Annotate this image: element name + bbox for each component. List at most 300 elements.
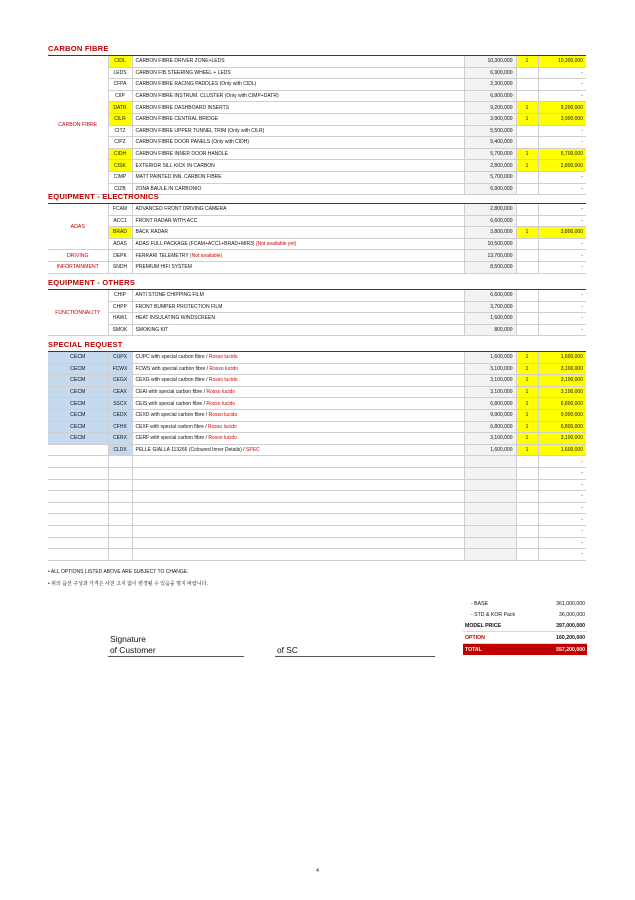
- option-code: FCWX: [108, 363, 132, 375]
- option-code: [108, 491, 132, 503]
- option-description: [132, 433, 464, 445]
- option-description: [132, 125, 464, 137]
- option-description: [132, 250, 464, 262]
- option-description: [132, 421, 464, 433]
- table-row: [48, 537, 586, 549]
- signature-customer-line[interactable]: [108, 656, 244, 657]
- option-description-text: ZONA BAULE IN CARBONIO: [135, 185, 202, 192]
- option-qty: 1: [516, 375, 538, 387]
- option-qty: 1: [516, 148, 538, 160]
- option-qty: [516, 514, 538, 526]
- option-description-text: MATT PAINTED INN. CARBON FIBRE: [135, 174, 222, 181]
- option-description-text: ADAS FULL PACKAGE (FCAM+ACC1+BRAD+MIR3): [135, 241, 256, 248]
- option-price: 3,900,000: [464, 113, 516, 125]
- group-label: CECM: [48, 433, 108, 445]
- option-code: CITZ: [108, 125, 132, 137]
- group-label: [48, 514, 108, 526]
- option-description: [132, 386, 464, 398]
- option-code: DEPK: [108, 250, 132, 262]
- option-description-text: PREMIUM HIFI SYSTEM: [135, 264, 192, 271]
- option-description-text: CARBON FIB.STEERING WHEEL + LEDS: [135, 69, 231, 76]
- option-description: [132, 215, 464, 227]
- table-row: [48, 313, 586, 325]
- table-row: [48, 514, 586, 526]
- special-table: [48, 352, 586, 561]
- option-description-text: CARBON FIBRE DRIVER ZONE+LEDS: [135, 58, 225, 65]
- option-description-text: CEXF with special carbon fibre /: [135, 423, 209, 430]
- option-total: 9,900,000: [538, 409, 586, 421]
- table-row: [48, 363, 586, 375]
- group-label: INFORTAINMENT: [48, 261, 108, 273]
- option-note: Rosso lucido: [208, 377, 238, 384]
- option-total: -: [538, 290, 586, 301]
- group-label: [48, 491, 108, 503]
- option-qty: 1: [516, 227, 538, 239]
- option-total: -: [538, 79, 586, 91]
- option-description: [132, 160, 464, 172]
- table-row: [48, 67, 586, 79]
- option-description: [132, 467, 464, 479]
- option-total: -: [538, 467, 586, 479]
- table-row: [48, 204, 586, 215]
- table-row: [48, 421, 586, 433]
- option-price: 5,700,000: [464, 171, 516, 183]
- option-description-text: CEXD with special carbon fibre /: [135, 412, 209, 419]
- option-code: ACC1: [108, 215, 132, 227]
- section-title: CARBON FIBRE: [48, 44, 586, 56]
- option-qty: [516, 301, 538, 313]
- option-total: -: [538, 537, 586, 549]
- option-price: [464, 525, 516, 537]
- option-code: SMOK: [108, 324, 132, 336]
- option-qty: [516, 137, 538, 149]
- option-description: [132, 290, 464, 301]
- option-price: 1,600,000: [464, 313, 516, 325]
- option-total: -: [538, 250, 586, 262]
- table-row: [48, 409, 586, 421]
- option-description: [132, 444, 464, 456]
- option-note: Rosso lucido: [206, 389, 236, 396]
- group-label: [48, 467, 108, 479]
- option-price: 5,700,000: [464, 148, 516, 160]
- option-note: Rosso lucido: [208, 423, 237, 430]
- table-row: [48, 137, 586, 149]
- option-total: 3,100,000: [538, 433, 586, 445]
- option-description: [132, 549, 464, 561]
- option-price: 3,800,000: [464, 227, 516, 239]
- group-label: CARBON FIBRE: [48, 56, 108, 195]
- option-code: HAW1: [108, 313, 132, 325]
- option-code: CIZB: [108, 183, 132, 195]
- option-total: 9,200,000: [538, 102, 586, 114]
- option-note: Rosso lucido: [209, 365, 239, 372]
- option-description-text: CEXG with special carbon fibre /: [135, 377, 209, 384]
- option-qty: [516, 491, 538, 503]
- table-row: [48, 324, 586, 336]
- option-note: Rosso lucido: [208, 354, 238, 361]
- option-description: [132, 67, 464, 79]
- option-total: -: [538, 549, 586, 561]
- option-qty: 1: [516, 363, 538, 375]
- option-total: -: [538, 514, 586, 526]
- option-price: 1,600,000: [464, 444, 516, 456]
- option-total: -: [538, 479, 586, 491]
- option-price: 1,600,000: [464, 352, 516, 363]
- option-description: [132, 537, 464, 549]
- table-row: [48, 290, 586, 301]
- option-price: 5,500,000: [464, 125, 516, 137]
- option-price: 2,800,000: [464, 204, 516, 215]
- option-price: [464, 456, 516, 468]
- option-qty: [516, 456, 538, 468]
- option-price: [464, 491, 516, 503]
- option-description: [132, 479, 464, 491]
- option-total: 3,100,000: [538, 375, 586, 387]
- group-label: CECM: [48, 375, 108, 387]
- option-price: 10,300,000: [464, 56, 516, 67]
- option-code: CEDX: [108, 409, 132, 421]
- table-row: [48, 148, 586, 160]
- group-label: CECM: [48, 363, 108, 375]
- option-description-text: CARBON FIBRE DASHBOARD INSERTS: [135, 104, 230, 111]
- option-qty: [516, 261, 538, 273]
- option-code: [108, 525, 132, 537]
- option-description-text: CERF with special carbon fibre /: [135, 435, 209, 442]
- option-qty: 1: [516, 352, 538, 363]
- option-code: CIDL: [108, 56, 132, 67]
- section-electronics: [48, 192, 586, 274]
- option-price: 8,500,000: [464, 261, 516, 273]
- option-total: 1,600,000: [538, 444, 586, 456]
- option-price: 2,800,000: [464, 160, 516, 172]
- option-qty: [516, 250, 538, 262]
- option-code: CEAX: [108, 386, 132, 398]
- option-description-text: CARBON FIBRE INSTRUM. CLUSTER (Only with CIMP+DATR): [135, 93, 279, 100]
- option-price: 6,800,000: [464, 421, 516, 433]
- option-description-text: FCWS with special carbon fibre /: [135, 365, 210, 372]
- page-number: 4: [316, 868, 319, 874]
- group-label: [48, 456, 108, 468]
- option-description-text: CARBON FIBRE UPPER TUNNEL TRIM (Only with CILR): [135, 127, 265, 134]
- option-description: [132, 352, 464, 363]
- option-qty: [516, 79, 538, 91]
- option-description-text: HEAT INSULATING WINDSCREEN: [135, 315, 215, 322]
- section-special-request: [48, 340, 586, 561]
- option-note: Rosso lucido: [208, 435, 237, 442]
- option-total: -: [538, 171, 586, 183]
- option-description-text: ADVANCED FRONT DRIVING CAMERA: [135, 206, 227, 213]
- group-label: CECM: [48, 398, 108, 410]
- option-qty: 1: [516, 102, 538, 114]
- option-total: -: [538, 491, 586, 503]
- option-total: -: [538, 525, 586, 537]
- option-price: [464, 467, 516, 479]
- price-summary: [463, 598, 587, 655]
- option-total: -: [538, 90, 586, 102]
- others-table: [48, 290, 586, 336]
- option-code: [108, 549, 132, 561]
- option-code: CHIP: [108, 290, 132, 301]
- option-price: [464, 514, 516, 526]
- signature-sc-label: of SC: [277, 645, 298, 655]
- option-code: [108, 537, 132, 549]
- option-description: [132, 514, 464, 526]
- table-row: [48, 56, 586, 67]
- option-price: 3,700,000: [464, 301, 516, 313]
- option-description: [132, 456, 464, 468]
- option-code: FCAM: [108, 204, 132, 215]
- group-label: CECM: [48, 409, 108, 421]
- option-price: 6,900,000: [464, 90, 516, 102]
- table-row: [48, 301, 586, 313]
- option-code: CHPP: [108, 301, 132, 313]
- option-code: [108, 479, 132, 491]
- option-code: CISK: [108, 160, 132, 172]
- signature-sc-line[interactable]: [275, 656, 435, 657]
- option-code: CIPZ: [108, 137, 132, 149]
- group-label: [48, 549, 108, 561]
- option-total: 3,100,000: [538, 363, 586, 375]
- option-description: [132, 491, 464, 503]
- option-total: 2,800,000: [538, 160, 586, 172]
- option-total: -: [538, 238, 586, 250]
- option-description: [132, 137, 464, 149]
- option-description: [132, 313, 464, 325]
- option-total: 6,800,000: [538, 398, 586, 410]
- option-total: 6,800,000: [538, 421, 586, 433]
- section-carbon-fibre: [48, 44, 586, 195]
- option-qty: [516, 479, 538, 491]
- group-label: [48, 525, 108, 537]
- option-description: [132, 204, 464, 215]
- option-qty: 1: [516, 444, 538, 456]
- option-code: CUPX: [108, 352, 132, 363]
- option-note: Rosso lucido: [208, 412, 238, 419]
- table-row: [48, 102, 586, 114]
- option-description: [132, 148, 464, 160]
- table-row: [48, 160, 586, 172]
- option-note: (Not available yet): [255, 241, 297, 248]
- table-row: [48, 467, 586, 479]
- option-total: -: [538, 324, 586, 336]
- option-code: [108, 456, 132, 468]
- option-description: [132, 525, 464, 537]
- option-price: 9,200,000: [464, 102, 516, 114]
- option-qty: [516, 238, 538, 250]
- option-code: ADAS: [108, 238, 132, 250]
- table-row: [48, 250, 586, 262]
- option-code: [108, 514, 132, 526]
- option-qty: 1: [516, 398, 538, 410]
- option-description: [132, 79, 464, 91]
- group-label: CECM: [48, 421, 108, 433]
- option-qty: [516, 313, 538, 325]
- table-row: [48, 113, 586, 125]
- option-description: [132, 238, 464, 250]
- note-line: • ALL OPTIONS LISTED ABOVE ARE SUBJECT TO CHANGE.: [48, 569, 189, 575]
- option-description: [132, 261, 464, 273]
- option-qty: [516, 125, 538, 137]
- electronics-table: [48, 204, 586, 274]
- table-row: [48, 171, 586, 183]
- option-code: CERX: [108, 433, 132, 445]
- table-row: [48, 386, 586, 398]
- table-row: [48, 502, 586, 514]
- group-label: [48, 479, 108, 491]
- option-code: CIMP: [108, 171, 132, 183]
- option-total: -: [538, 456, 586, 468]
- table-row: [48, 456, 586, 468]
- option-qty: [516, 67, 538, 79]
- option-price: 9,900,000: [464, 409, 516, 421]
- section-others: [48, 278, 586, 336]
- option-code: CEGX: [108, 375, 132, 387]
- option-qty: 1: [516, 409, 538, 421]
- group-label: CECM: [48, 352, 108, 363]
- option-price: 6,800,000: [464, 398, 516, 410]
- note-line: • 위의 옵션 구성과 가격은 사전 고지 없이 변경될 수 있음을 명지 바랍니다.: [48, 581, 208, 587]
- signature-customer-label: Signature of Customer: [110, 634, 156, 655]
- option-description-text: FRONT BUMPER PROTECTION FILM: [135, 303, 223, 310]
- group-label: [48, 444, 108, 456]
- option-qty: 1: [516, 113, 538, 125]
- section-title: EQUIPMENT - ELECTRONICS: [48, 192, 586, 204]
- option-total: -: [538, 183, 586, 195]
- option-code: LEDS: [108, 67, 132, 79]
- group-label: FUNCTIONNALITY: [48, 290, 108, 336]
- carbon-table: [48, 56, 586, 195]
- option-description: [132, 113, 464, 125]
- group-label: [48, 537, 108, 549]
- option-total: -: [538, 204, 586, 215]
- option-price: 6,900,000: [464, 67, 516, 79]
- option-description-text: CEIS with special carbon fibre /: [135, 400, 207, 407]
- option-qty: [516, 171, 538, 183]
- option-description-text: FRONT RADAR WITH ACC: [135, 217, 198, 224]
- option-description: [132, 398, 464, 410]
- option-note: SPEC: [246, 447, 260, 454]
- option-description: [132, 375, 464, 387]
- option-price: 3,100,000: [464, 363, 516, 375]
- option-total: 3,800,000: [538, 227, 586, 239]
- option-qty: 1: [516, 421, 538, 433]
- table-row: [48, 352, 586, 363]
- option-description: [132, 324, 464, 336]
- option-total: 10,300,000: [538, 56, 586, 67]
- option-description-text: CARBON FIBRE CENTRAL BRIDGE: [135, 116, 219, 123]
- option-total: 5,700,000: [538, 148, 586, 160]
- option-qty: [516, 525, 538, 537]
- option-description: [132, 227, 464, 239]
- option-qty: [516, 90, 538, 102]
- option-description: [132, 502, 464, 514]
- option-description-text: FERRARI TELEMETRY: [135, 252, 190, 259]
- option-total: 1,600,000: [538, 352, 586, 363]
- table-row: [48, 90, 586, 102]
- table-row: [48, 525, 586, 537]
- option-qty: [516, 290, 538, 301]
- group-label: ADAS: [48, 204, 108, 250]
- option-description-text: CEAI with special carbon fibre /: [135, 389, 207, 396]
- option-qty: 1: [516, 386, 538, 398]
- table-row: [48, 375, 586, 387]
- summary-model-price: MODEL PRICE 397,000,000: [463, 620, 587, 632]
- option-qty: [516, 549, 538, 561]
- option-code: CIIP: [108, 90, 132, 102]
- option-description: [132, 102, 464, 114]
- option-description: [132, 171, 464, 183]
- group-label: CECM: [48, 386, 108, 398]
- table-row: [48, 79, 586, 91]
- option-qty: [516, 502, 538, 514]
- option-total: -: [538, 67, 586, 79]
- option-price: 9,400,000: [464, 137, 516, 149]
- option-code: SNDH: [108, 261, 132, 273]
- option-description: [132, 301, 464, 313]
- option-code: CILR: [108, 113, 132, 125]
- section-title: SPECIAL REQUEST: [48, 340, 586, 352]
- option-total: -: [538, 301, 586, 313]
- table-row: [48, 227, 586, 239]
- option-code: CFPA: [108, 79, 132, 91]
- option-price: 800,000: [464, 324, 516, 336]
- option-price: [464, 549, 516, 561]
- option-description-text: EXTERIOR SILL KICK IN CARBON: [135, 162, 215, 169]
- option-total: -: [538, 313, 586, 325]
- option-total: -: [538, 502, 586, 514]
- option-qty: [516, 215, 538, 227]
- option-description-text: PELLE GIALLA 113266 (Coloured Inner Details) /: [135, 447, 247, 454]
- option-total: -: [538, 215, 586, 227]
- option-price: [464, 502, 516, 514]
- option-qty: [516, 537, 538, 549]
- group-label: [48, 502, 108, 514]
- section-title: EQUIPMENT - OTHERS: [48, 278, 586, 290]
- option-price: 3,100,000: [464, 386, 516, 398]
- option-total: -: [538, 125, 586, 137]
- option-qty: 1: [516, 56, 538, 67]
- summary-std: - STD & KOR Pack 36,000,000: [471, 611, 585, 618]
- option-code: DATR: [108, 102, 132, 114]
- option-code: CIDH: [108, 148, 132, 160]
- option-code: CLDX: [108, 444, 132, 456]
- summary-base: - BASE 361,000,000: [471, 600, 585, 607]
- option-price: 6,900,000: [464, 183, 516, 195]
- option-qty: [516, 204, 538, 215]
- option-price: 3,100,000: [464, 433, 516, 445]
- summary-total: TOTAL 557,200,000: [463, 644, 587, 655]
- option-total: 3,900,000: [538, 113, 586, 125]
- option-price: 3,100,000: [464, 375, 516, 387]
- option-qty: [516, 324, 538, 336]
- option-note: (Not available): [189, 252, 223, 259]
- table-row: [48, 261, 586, 273]
- option-description-text: CARBON FIBRE INNER DOOR HANDLE: [135, 151, 229, 158]
- option-description: [132, 363, 464, 375]
- option-total: -: [538, 261, 586, 273]
- option-price: 2,300,000: [464, 79, 516, 91]
- option-total: -: [538, 137, 586, 149]
- option-description: [132, 409, 464, 421]
- table-row: [48, 125, 586, 137]
- option-total: 3,100,000: [538, 386, 586, 398]
- option-price: 6,600,000: [464, 290, 516, 301]
- table-row: [48, 433, 586, 445]
- option-code: BRAD: [108, 227, 132, 239]
- option-description-text: SMOKING KIT: [135, 327, 169, 334]
- table-row: [48, 549, 586, 561]
- option-description-text: CUPC with special carbon fibre /: [135, 354, 209, 361]
